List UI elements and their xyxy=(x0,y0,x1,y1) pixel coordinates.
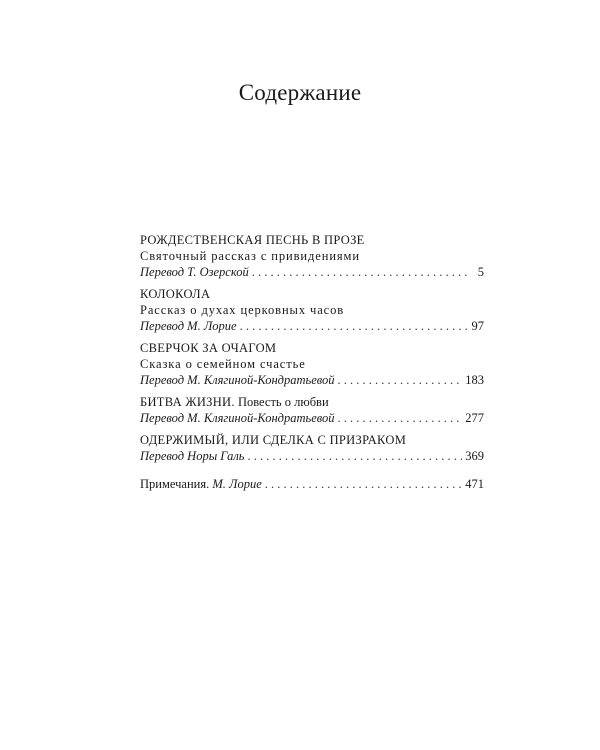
entry-translator: Перевод Норы Галь xyxy=(140,449,245,463)
entry-title: СВЕРЧОК ЗА ОЧАГОМ xyxy=(140,341,277,355)
entry-page-number: 183 xyxy=(465,373,484,387)
entry-translator-line xyxy=(140,410,484,426)
entry-subtitle: Святочный рассказ с привидениями xyxy=(140,249,360,263)
entry-translator-line xyxy=(140,372,484,388)
entry-title-line xyxy=(140,394,484,410)
entry-title: ОДЕРЖИМЫЙ, ИЛИ СДЕЛКА С ПРИЗРАКОМ xyxy=(140,433,407,447)
dot-leader xyxy=(265,476,462,492)
entry-translator: Перевод М. Лорие xyxy=(140,319,237,333)
entry-page-number: 5 xyxy=(477,265,484,279)
entry-page-number: 369 xyxy=(465,449,484,463)
entry-subtitle: Рассказ о духах церковных часов xyxy=(140,303,345,317)
entry-page-number: 97 xyxy=(471,319,484,333)
entry-translator-line xyxy=(140,318,484,334)
dot-leader xyxy=(247,448,462,464)
entry-subtitle: Повесть о любви xyxy=(237,395,329,409)
entry-title: БИТВА ЖИЗНИ. xyxy=(140,395,235,409)
page-title: Содержание xyxy=(238,80,362,105)
toc-entry-cricket-on-the-hearth[interactable] xyxy=(140,340,484,388)
entry-page-number: 277 xyxy=(465,411,484,425)
entry-title: КОЛОКОЛА xyxy=(140,287,211,301)
entry-page-number: 471 xyxy=(465,477,484,491)
table-of-contents xyxy=(140,232,484,498)
entry-title: РОЖДЕСТВЕНСКАЯ ПЕСНЬ В ПРОЗЕ xyxy=(140,233,365,247)
entry-translator-line xyxy=(140,448,484,464)
toc-entry-battle-of-life[interactable] xyxy=(140,394,484,426)
notes-text xyxy=(140,476,262,492)
entry-translator: Перевод М. Клягиной-Кондратьевой xyxy=(140,373,335,387)
notes-line xyxy=(140,476,484,492)
entry-translator-line xyxy=(140,264,484,280)
toc-entry-christmas-carol[interactable] xyxy=(140,232,484,280)
toc-entry-haunted-man[interactable] xyxy=(140,432,484,464)
toc-entry-notes[interactable] xyxy=(140,476,484,492)
dot-leader xyxy=(240,318,467,334)
entry-translator: Перевод М. Клягиной-Кондратьевой xyxy=(140,411,335,425)
notes-label: Примечания. xyxy=(140,477,210,491)
dot-leader xyxy=(338,372,463,388)
entry-subtitle: Сказка о семейном счастье xyxy=(140,357,306,371)
dot-leader xyxy=(338,410,463,426)
notes-author: М. Лорие xyxy=(212,477,262,491)
dot-leader xyxy=(252,264,467,280)
toc-entry-chimes[interactable] xyxy=(140,286,484,334)
entry-translator: Перевод Т. Озерской xyxy=(140,265,249,279)
